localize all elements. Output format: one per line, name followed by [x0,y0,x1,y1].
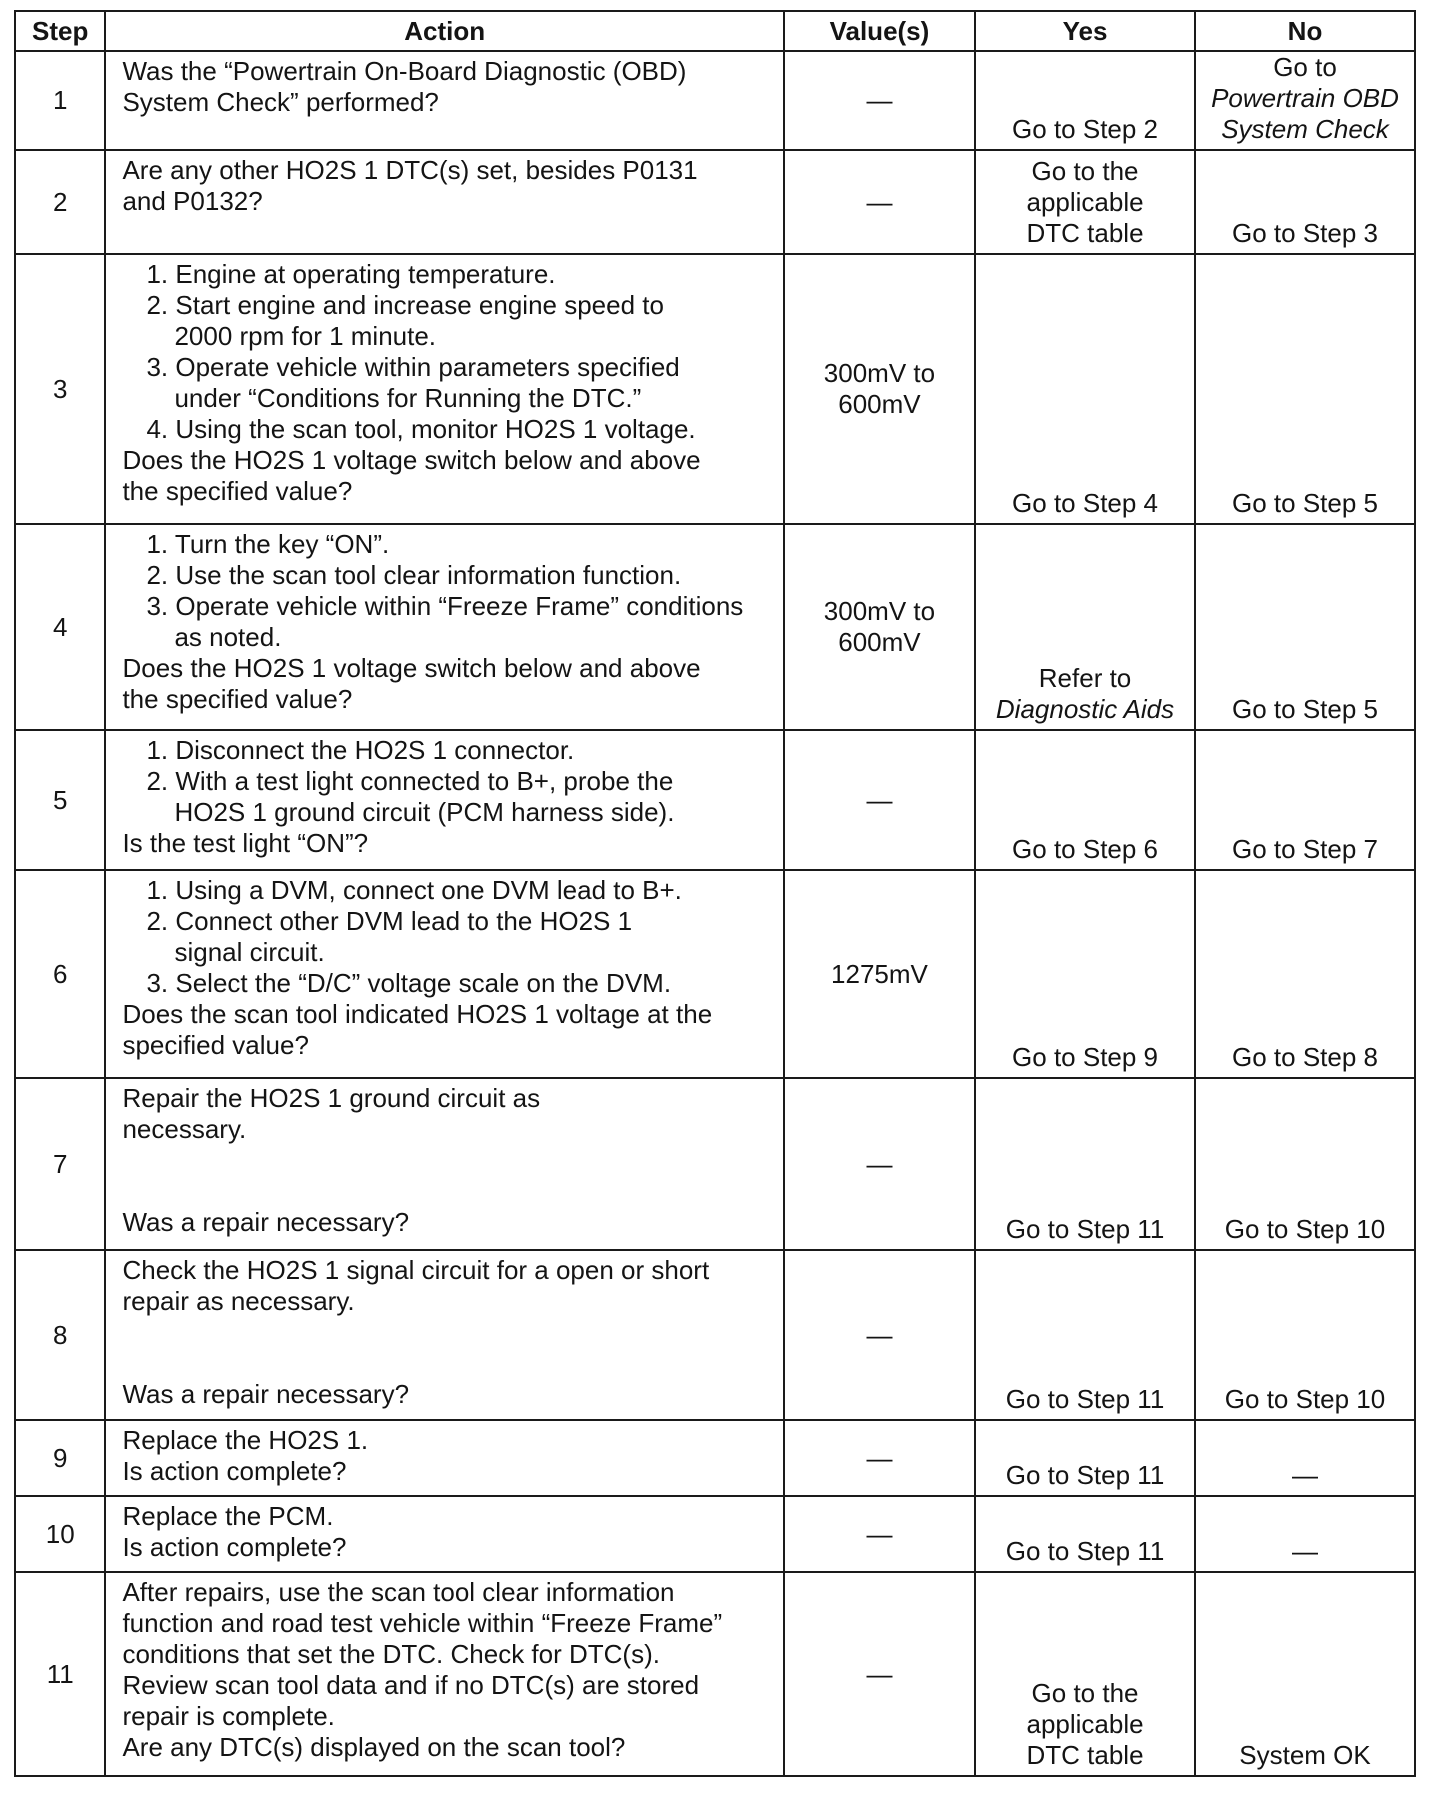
value-cell: — [784,51,975,150]
action-question: Does the HO2S 1 voltage switch below and above [122,445,701,475]
item-number: 3. [146,968,169,998]
table-row [15,870,1415,1078]
action-cell [105,254,783,524]
action-cell [105,524,783,730]
yes-line: Go to Step 11 [1005,1214,1165,1244]
no-cell [1195,254,1415,524]
item-number: 1. [146,875,169,905]
action-cell [105,1078,783,1250]
yes-cell [975,1078,1195,1250]
item-number: 1. [146,259,169,289]
item-text: Disconnect the HO2S 1 connector. [175,735,575,765]
action-cell [105,150,783,254]
action-question: Was a repair necessary? [122,1379,410,1409]
value-line: 600mV [838,627,921,657]
action-item [122,766,772,828]
action-item [122,259,772,290]
value-cell [784,524,975,730]
yes-line: Go to Step 11 [1005,1460,1165,1490]
table-row [15,254,1415,524]
yes-line: Diagnostic Aids [995,694,1175,724]
value-cell: — [784,1572,975,1776]
action-cell [105,870,783,1078]
action-line: repair as necessary. [122,1286,355,1316]
action-question: specified value? [122,1030,309,1060]
value-cell: — [784,1496,975,1572]
item-number: 3. [146,591,169,621]
action-question: Is the test light “ON”? [122,828,369,858]
action-cell [105,730,783,870]
action-line: Are any DTC(s) displayed on the scan tool? [122,1732,626,1762]
yes-line: DTC table [1026,218,1144,248]
action-line: After repairs, use the scan tool clear information [122,1577,675,1607]
no-line: System OK [1239,1740,1371,1770]
item-number: 2. [146,560,169,590]
action-item [122,560,772,591]
yes-line: Go to Step 9 [1012,1042,1159,1072]
yes-cell [975,870,1195,1078]
yes-cell [975,524,1195,730]
action-item [122,529,772,560]
item-text: Engine at operating temperature. [175,259,556,289]
step-number: 6 [15,870,105,1078]
yes-line: Go to Step 6 [1012,834,1159,864]
no-line: Go to Step 7 [1232,834,1378,864]
table-row [15,1250,1415,1420]
value-cell: — [784,730,975,870]
yes-line: Go to Step 4 [1012,488,1159,518]
step-number: 11 [15,1572,105,1776]
yes-line: Refer to [1038,663,1132,693]
table-row [15,51,1415,150]
item-text: as noted. [174,622,282,652]
yes-line: applicable [1026,187,1144,217]
no-cell [1195,1496,1415,1572]
action-question: Does the HO2S 1 voltage switch below and above [122,653,701,683]
no-line: Go to Step 10 [1224,1214,1386,1244]
action-cell [105,1496,783,1572]
action-question: the specified value? [122,476,353,506]
no-line: Go to Step 5 [1232,488,1378,518]
item-text: With a test light connected to B+, probe the [175,766,674,796]
yes-line: Go to Step 11 [1005,1536,1165,1566]
yes-line: applicable [1026,1709,1144,1739]
step-number: 2 [15,150,105,254]
no-cell [1195,150,1415,254]
yes-line: DTC table [1026,1740,1144,1770]
action-line: and P0132? [122,186,263,216]
yes-cell [975,1496,1195,1572]
action-question: Was a repair necessary? [122,1207,410,1237]
action-line: repair is complete. [122,1701,335,1731]
item-text: Use the scan tool clear information function. [175,560,682,590]
no-line: Go to Step 3 [1232,218,1378,248]
item-number: 3. [146,352,169,382]
item-text: Start engine and increase engine speed to [175,290,664,320]
step-number: 4 [15,524,105,730]
action-line: System Check” performed? [122,87,439,117]
no-cell [1195,1572,1415,1776]
action-item [122,352,772,414]
header-action: Action [105,11,783,51]
item-text: HO2S 1 ground circuit (PCM harness side). [174,797,675,827]
table-row [15,1420,1415,1496]
action-cell [105,1572,783,1776]
item-text: Using the scan tool, monitor HO2S 1 voltage. [175,414,696,444]
action-line: Repair the HO2S 1 ground circuit as [122,1083,541,1113]
spacer [122,1145,772,1207]
value-cell: — [784,1250,975,1420]
action-item [122,591,772,653]
item-number: 2. [146,766,169,796]
value-cell: — [784,1420,975,1496]
action-line: Replace the HO2S 1. [122,1425,369,1455]
item-text: signal circuit. [174,937,325,967]
table-row [15,1572,1415,1776]
action-line: Was the “Powertrain On-Board Diagnostic (OBD) [122,56,687,86]
yes-cell [975,254,1195,524]
no-line: System Check [1221,114,1389,144]
table-row [15,524,1415,730]
yes-cell [975,1250,1195,1420]
no-cell [1195,1420,1415,1496]
item-number: 4. [146,414,169,444]
header-values: Value(s) [784,11,975,51]
action-question: Does the scan tool indicated HO2S 1 voltage at the [122,999,713,1029]
no-cell [1195,870,1415,1078]
action-line: Review scan tool data and if no DTC(s) are stored [122,1670,700,1700]
step-number: 3 [15,254,105,524]
action-item [122,735,772,766]
yes-cell [975,730,1195,870]
no-cell [1195,1250,1415,1420]
no-cell [1195,1078,1415,1250]
item-text: Select the “D/C” voltage scale on the DVM. [175,968,672,998]
action-item [122,906,772,968]
table-row [15,1078,1415,1250]
action-item [122,968,772,999]
item-text: Operate vehicle within “Freeze Frame” conditions [175,591,744,621]
step-number: 9 [15,1420,105,1496]
action-line: Are any other HO2S 1 DTC(s) set, besides P0131 [122,155,698,185]
action-line: Is action complete? [122,1456,347,1486]
action-item [122,290,772,352]
no-cell [1195,730,1415,870]
value-cell: — [784,1078,975,1250]
yes-cell [975,150,1195,254]
header-row [15,11,1415,51]
value-cell: 1275mV [784,870,975,1078]
no-line: — [1292,1460,1318,1490]
yes-line: Go to the [1031,1678,1139,1708]
yes-line: Go to Step 2 [1012,114,1159,144]
item-number: 2. [146,290,169,320]
no-line: Go to Step 8 [1232,1042,1378,1072]
no-line: Go to [1273,52,1337,82]
item-text: Using a DVM, connect one DVM lead to B+. [175,875,682,905]
value-line: 300mV to [823,596,936,626]
item-text: under “Conditions for Running the DTC.” [174,383,642,413]
spacer [122,1317,772,1379]
no-line: Go to Step 5 [1232,694,1378,724]
item-number: 2. [146,906,169,936]
item-number: 1. [146,529,169,559]
table-row [15,1496,1415,1572]
action-cell [105,51,783,150]
diagnostic-table [14,10,1416,1777]
yes-line: Go to the [1031,156,1139,186]
value-line: 600mV [838,389,921,419]
step-number: 7 [15,1078,105,1250]
value-line: 300mV to [823,358,936,388]
item-number: 1. [146,735,169,765]
yes-cell [975,51,1195,150]
step-number: 5 [15,730,105,870]
item-text: Connect other DVM lead to the HO2S 1 [175,906,633,936]
step-number: 10 [15,1496,105,1572]
yes-line: Go to Step 11 [1005,1384,1165,1414]
no-line: Go to Step 10 [1224,1384,1386,1414]
item-text: 2000 rpm for 1 minute. [174,321,437,351]
header-no: No [1195,11,1415,51]
step-number: 1 [15,51,105,150]
header-yes: Yes [975,11,1195,51]
action-cell [105,1420,783,1496]
action-line: conditions that set the DTC. Check for DTC(s). [122,1639,660,1669]
action-line: function and road test vehicle within “Freeze Frame” [122,1608,723,1638]
value-cell [784,254,975,524]
step-number: 8 [15,1250,105,1420]
no-line: Powertrain OBD [1211,83,1399,113]
action-line: Replace the PCM. [122,1501,334,1531]
item-text: Turn the key “ON”. [174,529,390,559]
item-text: Operate vehicle within parameters specified [175,352,680,382]
no-cell [1195,51,1415,150]
action-cell [105,1250,783,1420]
yes-cell [975,1420,1195,1496]
action-line: necessary. [122,1114,247,1144]
action-line: Is action complete? [122,1532,347,1562]
action-item [122,875,772,906]
action-line: Check the HO2S 1 signal circuit for a open or short [122,1255,710,1285]
table-row [15,730,1415,870]
table-row [15,150,1415,254]
yes-cell [975,1572,1195,1776]
no-cell [1195,524,1415,730]
header-step: Step [15,11,105,51]
no-line: — [1292,1536,1318,1566]
action-item [122,414,772,445]
action-question: the specified value? [122,684,353,714]
value-cell: — [784,150,975,254]
